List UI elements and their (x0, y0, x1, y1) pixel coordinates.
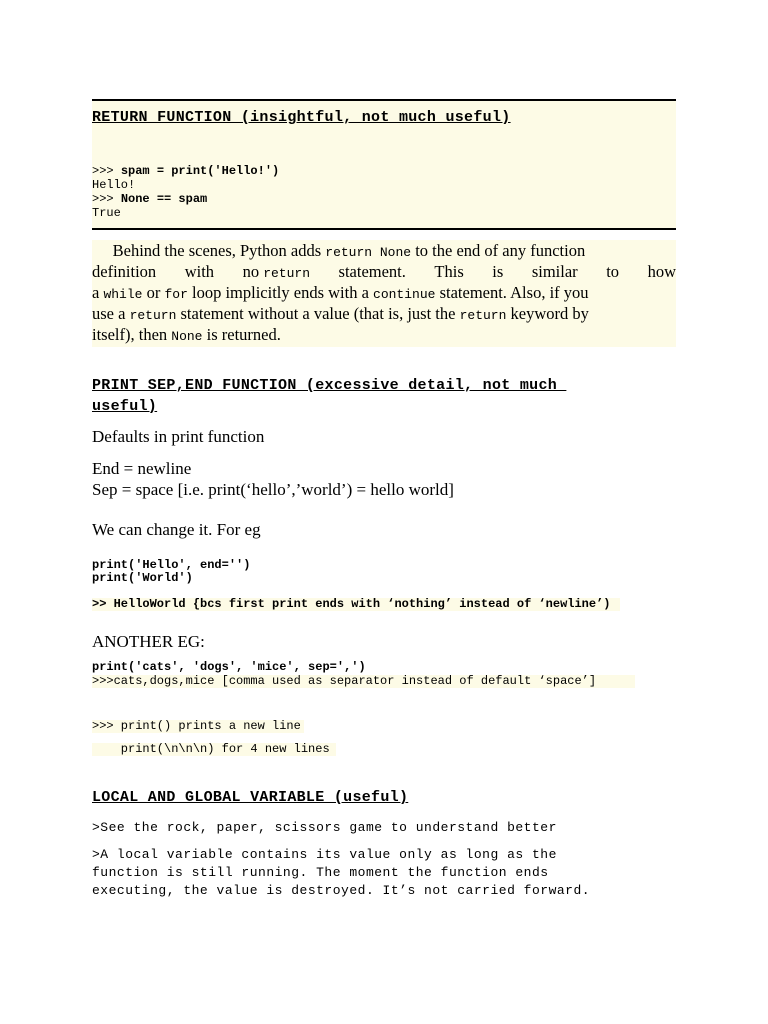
change-text: We can change it. For eg (92, 520, 261, 539)
print-newline-note: >>> print() prints a new line (92, 720, 304, 733)
code-line: Hello! (92, 178, 136, 192)
paragraph-line: use a return statement without a value (that is, just the return keyword by (92, 304, 589, 323)
local-variable-line: >A local variable contains its value only as long as the (92, 847, 557, 862)
code-line: >>> None == spam (92, 192, 208, 206)
code-line: >>> spam = print('Hello!') (92, 164, 280, 178)
rock-paper-scissors-note: >See the rock, paper, scissors game to understand better (92, 820, 557, 835)
end-default-text: End = newline (92, 459, 192, 478)
paragraph-line: definition with no return statement. This is similar to how (92, 262, 676, 281)
local-global-heading: LOCAL AND GLOBAL VARIABLE (useful) (92, 789, 409, 806)
another-example-label: ANOTHER EG: (92, 632, 205, 651)
return-code-block (92, 164, 279, 220)
print-four-lines-note: print(\n\n\n) for 4 new lines (92, 743, 336, 756)
sep-default-text: Sep = space [i.e. print(‘hello’,’world’) = hello world] (92, 480, 454, 499)
sep-result: >>>cats,dogs,mice [comma used as separator instead of default ‘space’] (92, 675, 635, 688)
code-print-sep: print('cats', 'dogs', 'mice', sep=',') (92, 660, 366, 674)
local-variable-line: function is still running. The moment the function ends (92, 865, 549, 880)
return-explanation-paragraph (92, 240, 676, 347)
paragraph-line: a while or for loop implicitly ends with a continue statement. Also, if you (92, 283, 589, 302)
paragraph-line: itself), then None is returned. (92, 325, 281, 344)
print-sep-end-heading: PRINT SEP,END FUNCTION (excessive detail, not much useful) (92, 377, 567, 415)
paragraph-line: Behind the scenes, Python adds return None to the end of any function (112, 241, 586, 260)
code-print-world: print('World') (92, 571, 193, 585)
return-function-heading: RETURN FUNCTION (insightful, not much useful) (92, 109, 511, 126)
return-function-section (92, 99, 676, 230)
code-line: True (92, 206, 121, 220)
helloworld-result: >> HelloWorld {bcs first print ends with ‘nothing’ instead of ‘newline’) (92, 598, 620, 611)
local-variable-line: executing, the value is destroyed. It’s not carried forward. (92, 883, 591, 898)
defaults-text: Defaults in print function (92, 427, 265, 446)
code-print-hello: print('Hello', end='') (92, 558, 251, 572)
